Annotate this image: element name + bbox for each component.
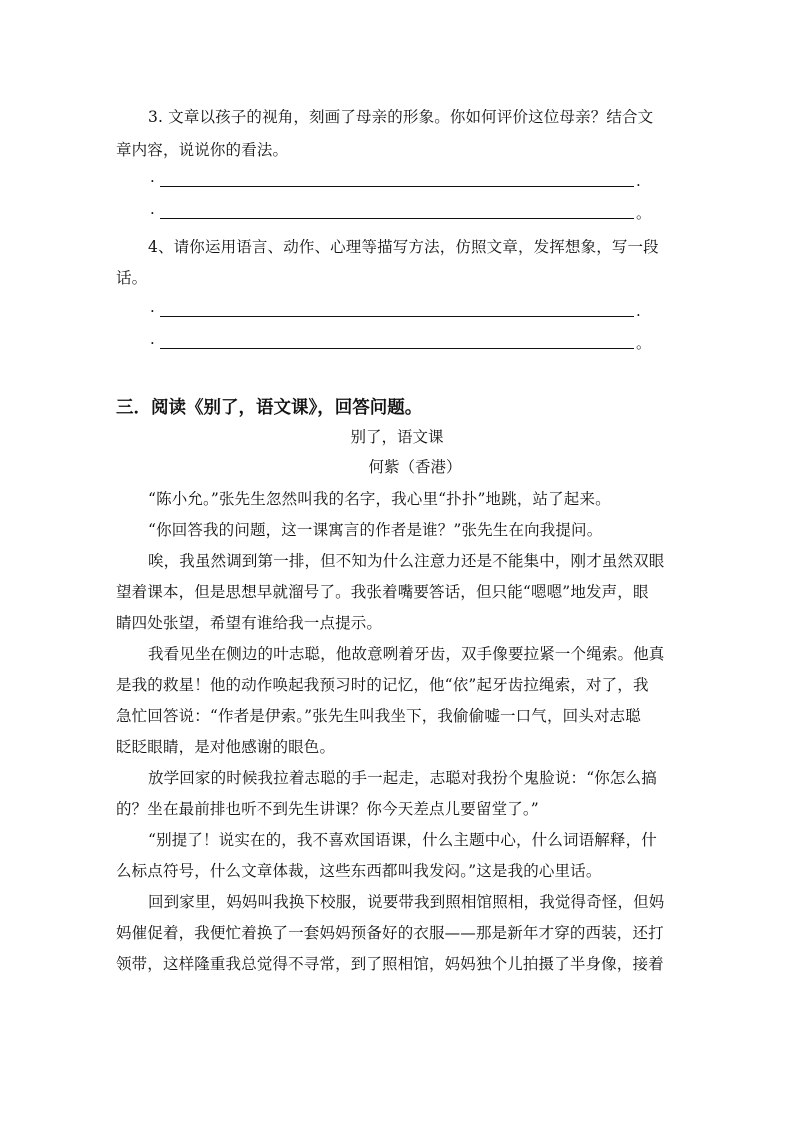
article-line: 领带，这样隆重我总觉得不寻常，到了照相馆，妈妈独个儿拍摄了半身像，接着 (116, 955, 664, 973)
article-title: 别了，语文课 (350, 428, 444, 446)
blank-lead-mark: · (150, 302, 155, 320)
question-3-line-1: 3. 文章以孩子的视角，刻画了母亲的形象。你如何评价这位母亲？结合文 (148, 108, 654, 126)
article-line: 是我的救星！他的动作唤起我预习时的记忆，他“依”起牙齿拉绳索，对了，我 (116, 676, 649, 694)
article-line: 妈催促着，我便忙着换了一套妈妈预备好的衣服——那是新年才穿的西装，还打 (116, 924, 664, 942)
answer-line (160, 348, 634, 349)
blank-end-mark: 。 (636, 204, 652, 222)
section-heading: 三．阅读《别了，语文课》，回答问题。 (116, 398, 423, 418)
article-line: 回到家里，妈妈叫我换下校服，说要带我到照相馆照相，我觉得奇怪，但妈 (148, 893, 665, 911)
answer-line (160, 316, 634, 317)
answer-blank-3a[interactable] (150, 172, 645, 192)
article-line: 放学回家的时候我拉着志聪的手一起走，志聪对我扮个鬼脸说：“你怎么搞 (148, 769, 657, 787)
question-4-line-1: 4、请你运用语言、动作、心理等描写方法，仿照文章，发挥想象，写一段 (148, 238, 659, 256)
article-line: “你回答我的问题，这一课寓言的作者是谁？”张先生在向我提问。 (148, 521, 603, 539)
article-line: 么标点符号，什么文章体裁，这些东西都叫我发闷。”这是我的心里话。 (116, 862, 602, 880)
blank-end-mark: . (636, 302, 641, 320)
article-line: 唉，我虽然调到第一排，但不知为什么注意力还是不能集中，刚才虽然双眼 (148, 552, 665, 570)
article-line: 望着课本，但是思想早就溜号了。我张着嘴要答话，但只能“嗯嗯”地发声，眼 (116, 583, 649, 601)
answer-blank-3b[interactable] (150, 204, 652, 224)
article-line: 睛四处张望，希望有谁给我一点提示。 (116, 614, 383, 632)
article-line: “别提了！说实在的，我不喜欢国语课，什么主题中心，什么词语解释，什 (148, 831, 657, 849)
blank-end-mark: . (636, 172, 641, 190)
question-3-line-2: 章内容，说说你的看法。 (116, 141, 289, 159)
article-line: 眨眨眼睛，是对他感谢的眼色。 (116, 738, 336, 756)
article-line: 我看见坐在侧边的叶志聪，他故意咧着牙齿，双手像要拉紧一个绳索。他真 (148, 645, 665, 663)
blank-lead-mark: · (150, 172, 155, 190)
blank-lead-mark: · (150, 204, 155, 222)
article-line: 急忙回答说：“作者是伊索。”张先生叫我坐下，我偷偷嘘一口气，回头对志聪 (116, 707, 641, 725)
answer-blank-4a[interactable] (150, 302, 645, 322)
question-4-line-2: 话。 (116, 269, 148, 287)
blank-lead-mark: · (150, 334, 155, 352)
article-line: 的？坐在最前排也听不到先生讲课？你今天差点儿要留堂了。” (116, 800, 539, 818)
article-author: 何紫（香港） (368, 458, 462, 476)
answer-blank-4b[interactable] (150, 334, 652, 354)
answer-line (160, 186, 634, 187)
blank-end-mark: 。 (636, 334, 652, 352)
answer-line (160, 218, 634, 219)
article-line: “陈小允。”张先生忽然叫我的名字，我心里“扑扑”地跳，站了起来。 (148, 490, 611, 508)
